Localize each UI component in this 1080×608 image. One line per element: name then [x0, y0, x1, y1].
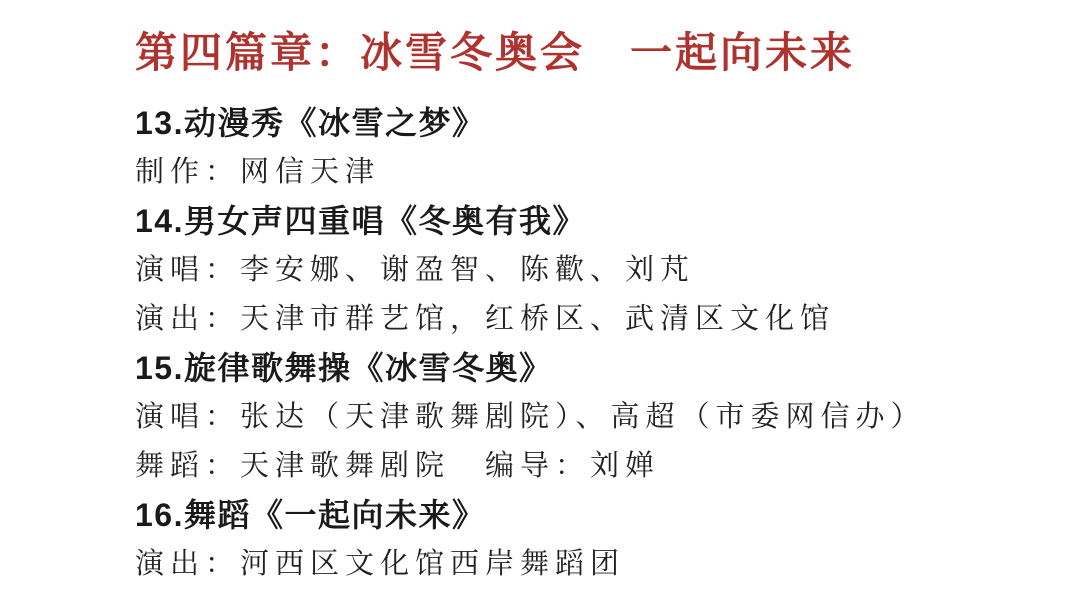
program-detail: 演唱：张达（天津歌舞剧院）、高超（市委网信办）	[135, 401, 926, 433]
program-document	[0, 30, 1080, 608]
program-detail: 演出：河西区文化馆西岸舞蹈团	[135, 548, 626, 580]
program-heading: 16.舞蹈《一起向未来》	[135, 496, 486, 533]
program-detail: 演出：天津市群艺馆，红桥区、武清区文化馆	[135, 303, 836, 335]
chapter-title: 第四篇章：冰雪冬奥会 一起向未来	[135, 29, 856, 76]
program-heading: 15.旋律歌舞操《冰雪冬奥》	[135, 349, 553, 386]
program-heading: 13.动漫秀《冰雪之梦》	[135, 104, 486, 141]
program-item-14	[135, 194, 1040, 341]
program-item-16	[135, 488, 1040, 586]
program-item-13	[135, 96, 1040, 194]
program-heading: 14.男女声四重唱《冬奥有我》	[135, 202, 586, 239]
program-detail: 制作：网信天津	[135, 156, 381, 188]
program-detail: 舞蹈：天津歌舞剧院 编导：刘婵	[135, 450, 661, 482]
program-item-15	[135, 341, 1040, 488]
program-detail: 演唱：李安娜、谢盈智、陈歡、刘芃	[135, 254, 696, 286]
